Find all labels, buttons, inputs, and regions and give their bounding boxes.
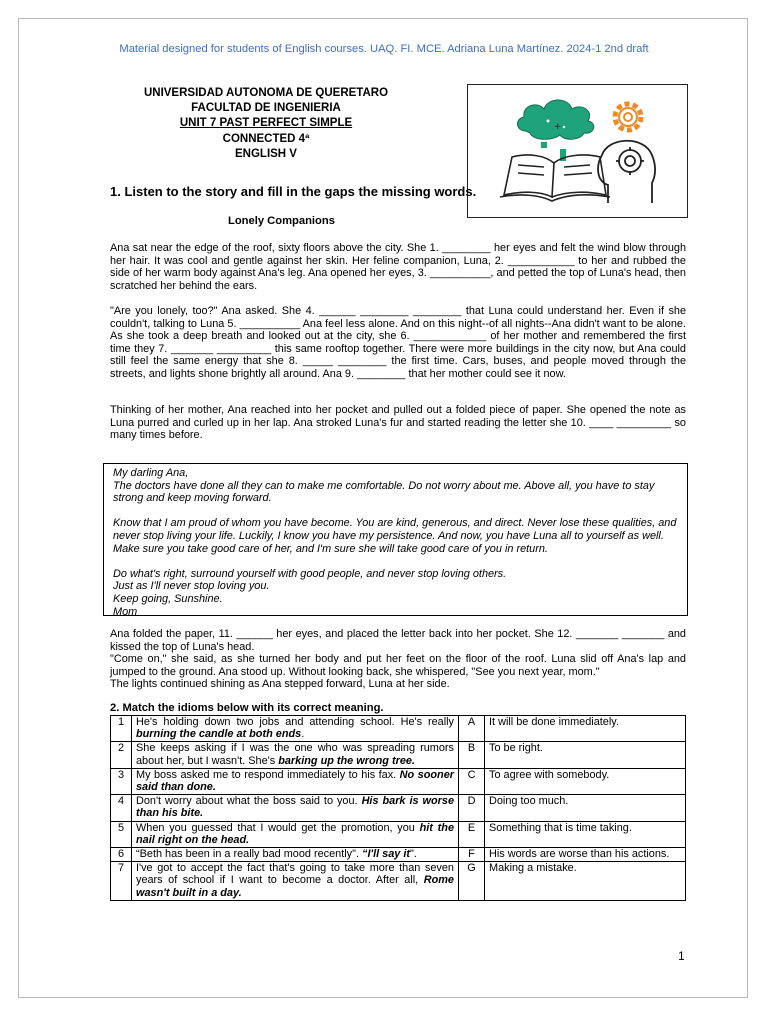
story-paragraph-3: [110, 404, 686, 442]
idiom-phrase: No sooner said than done.: [136, 768, 454, 794]
story-paragraph-2: [110, 305, 686, 381]
after-letter-line-3: The lights continued shining as Ana stepped forward, Luna at her side.: [110, 678, 450, 691]
idiom-sentence: [132, 716, 459, 742]
meaning-letter: A: [459, 716, 485, 742]
meaning-letter: F: [459, 848, 485, 862]
row-number: 7: [111, 862, 132, 901]
idiom-sentence: [132, 862, 459, 901]
meaning-text: Making a mistake.: [485, 862, 686, 901]
meaning-letter: C: [459, 768, 485, 794]
row-number: 3: [111, 768, 132, 794]
idiom-sentence: [132, 742, 459, 768]
meaning-text: To agree with somebody.: [485, 768, 686, 794]
book-name: CONNECTED 4ª: [222, 132, 310, 145]
row-number: 4: [111, 795, 132, 821]
story-paragraph-1: [110, 242, 686, 292]
meaning-text: To be right.: [485, 742, 686, 768]
idiom-phrase: burning the candle at both ends: [136, 728, 302, 741]
logo-image: [467, 84, 688, 218]
letter-signature: Mom: [113, 605, 138, 618]
idiom-sentence: [132, 795, 459, 821]
table-row: [111, 862, 686, 901]
gear-icon: [615, 104, 641, 130]
course-name: ENGLISH V: [235, 147, 297, 160]
story-text-2: "Are you lonely, too?" Ana asked. She 4. ______ ________ ________ that Luna could understand her. Even if she couldn't, talking to Luna 5. __________ Ana feel less alone. And on this night--of all nights--Ana didn't want to be alone. As she took a deep breath and looked out at the city, she 6. ____________ of her mother and remembered the first time they 7. _______ _________ this same rooftop together. There were more buildings in the city now, but Ana could still feel the same energy that she 8. _____ ________ the first time. Cars, buses, and people moved through the streets, and lights shone brightly all around. Ana 9. ________ that her mother could see it now.: [110, 305, 686, 380]
idioms-table: [110, 715, 686, 901]
sentence-text: Don't worry about what the boss said to you.: [136, 795, 362, 808]
meaning-text: His words are worse than his actions.: [485, 848, 686, 862]
sentence-end: ".: [410, 848, 417, 861]
letter-line-3: Keep going, Sunshine.: [113, 592, 223, 605]
story-text-3: Thinking of her mother, Ana reached into her pocket and pulled out a folded piece of paper. She opened the note as Luna purred and curled up in her lap. Ana stroked Luna's fur and started reading the letter she 10. ____ _________ so many times before.: [110, 404, 686, 442]
book-icon: [500, 155, 610, 201]
letter-para-1: The doctors have done all they can to make me comfortable. Do not worry about me. Above all, you have to stay strong and keep moving forward.: [113, 479, 655, 505]
table-row: [111, 742, 686, 768]
sentence-text: My boss asked me to respond immediately to his fax.: [136, 768, 400, 781]
meaning-letter: D: [459, 795, 485, 821]
title-block: [108, 86, 424, 162]
sentence-end: .: [301, 728, 305, 741]
row-number: 2: [111, 742, 132, 768]
meaning-text: Doing too much.: [485, 795, 686, 821]
sentence-text: She keeps asking if I was the one who was spreading rumors about her, but I wasn't. She's: [136, 742, 454, 767]
after-letter-line-1: Ana folded the paper, 11. ______ her eyes, and placed the letter back into her pocket. She 12. _______ _______ and kissed the top of Luna's head.: [110, 628, 686, 653]
row-number: 6: [111, 848, 132, 862]
table-row: [111, 848, 686, 862]
story-title: Lonely Companions: [228, 215, 335, 227]
story-text-1: Ana sat near the edge of the roof, sixty floors above the city. She 1. ________ her eyes and felt the wind blow through her hair. It was cool and gentle against her skin. Her feline companion, Luna, 2. ___________ to her and rubbed the side of her warm body against Ana's leg. Ana opened her eyes, 3. __________, and petted the top of Luna's head, then scratched her behind the ears.: [110, 242, 686, 292]
idiom-phrase: Rome wasn't built in a day.: [136, 874, 454, 899]
meaning-letter: G: [459, 862, 485, 901]
after-letter: [110, 628, 686, 691]
meaning-text: Something that is time taking.: [485, 821, 686, 847]
head-icon: [598, 141, 655, 203]
sentence-text: I've got to accept the fact that's going to take more than seven years of school if I want to become a doctor. After all,: [136, 862, 454, 887]
letter-para-2: Know that I am proud of whom you have become. You are kind, generous, and direct. Never lose these qualities, and never stop living your life. Luckily, I know you have my persistence. And now, you have Luna all to yourself as well. Make sure you take good care of her, and I'm sure she will take good care of you in return.: [113, 517, 677, 555]
after-letter-line-2: "Come on," she said, as she turned her body and put her feet on the floor of the roof. Luna slid off Ana's lap and jumped to the ground. Ana stood up. Without looking back, she whispered, "See you next year, mom.": [110, 653, 686, 678]
section2-heading: 2. Match the idioms below with its correct meaning.: [110, 702, 384, 714]
idiom-phrase: hit the nail right on the head.: [136, 821, 454, 846]
idiom-sentence: [132, 768, 459, 794]
faculty-name: FACULTAD DE INGENIERIA: [191, 102, 341, 115]
page-number: 1: [678, 949, 685, 963]
letter-greeting: My darling Ana,: [113, 467, 189, 479]
idiom-sentence: [132, 848, 459, 862]
idiom-phrase: barking up the wrong tree.: [278, 754, 415, 767]
sentence-text: He's holding down two jobs and attending school. He's really: [136, 716, 454, 728]
cloud-icon: [517, 100, 593, 161]
table-row: [111, 795, 686, 821]
sentence-text: “Beth has been in a really bad mood recently".: [136, 848, 363, 861]
row-number: 5: [111, 821, 132, 847]
table-row: [111, 768, 686, 794]
unit-title: UNIT 7 PAST PERFECT SIMPLE: [179, 117, 353, 130]
letter-line-2: Just as I'll never stop loving you.: [113, 580, 270, 593]
meaning-letter: E: [459, 821, 485, 847]
meaning-text: It will be done immediately.: [485, 716, 686, 742]
idiom-sentence: [132, 821, 459, 847]
table-row: [111, 821, 686, 847]
idiom-phrase: “I'll say it: [362, 848, 411, 861]
meaning-letter: B: [459, 742, 485, 768]
row-number: 1: [111, 716, 132, 742]
university-name: UNIVERSIDAD AUTONOMA DE QUERETARO: [143, 87, 389, 99]
letter-line-1: Do what's right, surround yourself with good people, and never stop loving others.: [113, 567, 507, 580]
svg-text:+: +: [554, 122, 562, 132]
section1-heading: 1. Listen to the story and fill in the gaps the missing words.: [110, 184, 477, 199]
header-note: Material designed for students of English courses. UAQ. FI. MCE. Adriana Luna Martínez. 2024-1 2nd draft: [119, 43, 649, 55]
svg-text:■: ■: [540, 140, 548, 149]
idiom-phrase: His bark is worse than his bite.: [136, 795, 455, 820]
mother-letter: [103, 463, 688, 616]
sentence-text: When you guessed that I would get the promotion, you: [136, 821, 420, 834]
table-row: [111, 716, 686, 742]
